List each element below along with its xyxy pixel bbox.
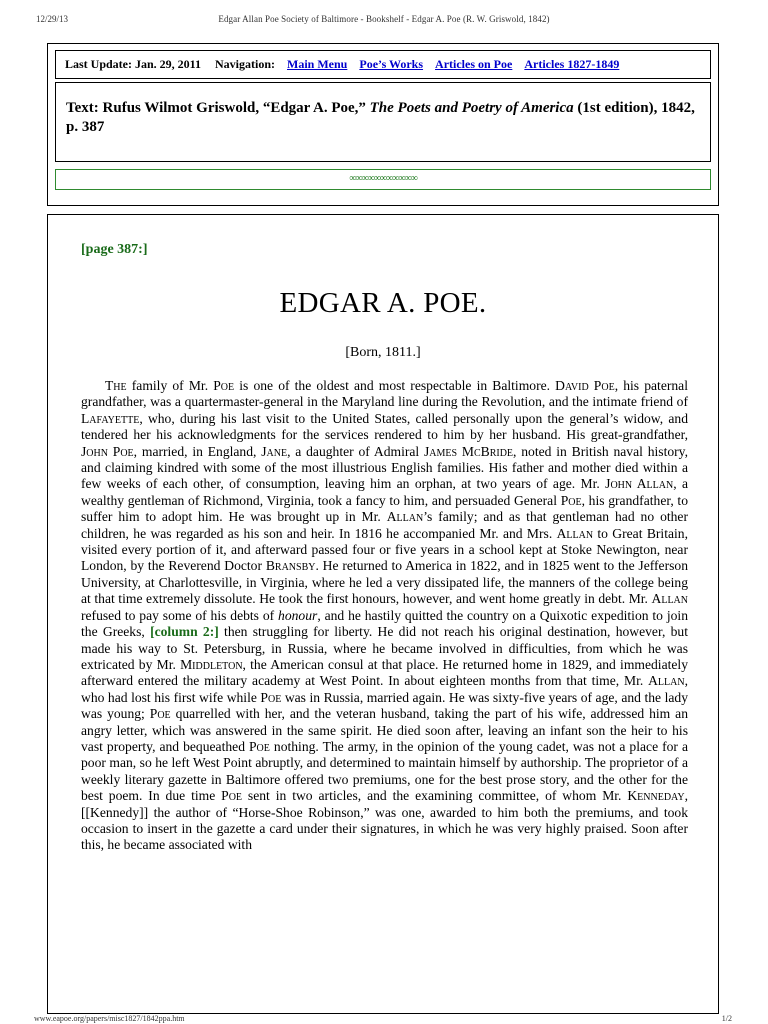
header-panel bbox=[47, 43, 719, 206]
print-url: www.eapoe.org/papers/misc1827/1842ppa.htm bbox=[34, 1014, 185, 1023]
text-source-info: Text: Rufus Wilmot Griswold, “Edgar A. Poe,” The Poets and Poetry of America (1st edition), 1842, p. 387 bbox=[55, 82, 711, 162]
article-title: EDGAR A. POE. bbox=[279, 287, 487, 319]
last-update: Last Update: Jan. 29, 2011 bbox=[65, 57, 202, 71]
born-line: [Born, 1811.] bbox=[345, 345, 421, 360]
nav-link-articles-on-poe[interactable]: Articles on Poe bbox=[435, 57, 513, 71]
navigation-label: Navigation: bbox=[215, 57, 276, 71]
print-page-number: 1/2 bbox=[721, 1014, 732, 1023]
print-title: Edgar Allan Poe Society of Baltimore - Bookshelf - Edgar A. Poe (R. W. Griswold, 1842) bbox=[218, 14, 550, 24]
nav-link-poes-works[interactable]: Poe’s Works bbox=[359, 57, 424, 71]
ornament: ∞∞∞∞∞∞∞∞∞∞∞ bbox=[349, 173, 417, 184]
article-content bbox=[47, 214, 719, 1014]
nav-link-main-menu[interactable]: Main Menu bbox=[287, 57, 348, 71]
page-marker: [page 387:] bbox=[81, 242, 148, 257]
print-date: 12/29/13 bbox=[36, 14, 69, 24]
work-title: The Poets and Poetry of America bbox=[369, 100, 574, 116]
nav-link-articles-1827-1849[interactable]: Articles 1827-1849 bbox=[524, 57, 620, 71]
column-marker: [column 2:] bbox=[150, 624, 219, 640]
print-header bbox=[0, 0, 768, 24]
ornament-divider bbox=[55, 169, 711, 190]
article-body: The family of Mr. Poe is one of the oldest and most respectable in Baltimore. David Poe, his paternal grandfather, was a quartermaster-general in the Maryland line during the Revolution, and the intimate friend of Lafayette, who, during his last visit to the United States, called personally upon the general’s widow, and tendered her his acknowledgments for the services rendered to him by her husband. His great-grandfather, John Poe, married, in England, Jane, a daughter of Admiral James McBride, noted in British naval history, and claiming kindred with some of the most illustrious English families. His father and mother died within a few weeks of each other, of consumption, leaving him an orphan, at two years of age. Mr. John Allan, a wealthy gentleman of Richmond, Virginia, took a fancy to him, and persuaded General Poe, his grandfather, to suffer him to adopt him. He was brought up in Mr. Allan’s family; and as that gentleman had no other children, he was regarded as his son and heir. In 1816 he accompanied Mr. and Mrs. Allan to Great Britain, visited every portion of it, and afterward passed four or five years in a school kept at Stoke Newington, near London, by the Reverend Doctor Bransby. He returned to America in 1822, and in 1825 went to the Jefferson University, at Charlottesville, in Virginia, where he led a very dissipated life, the manners of the college being at that time extremely dissolute. He took the first honours, however, and went home greatly in debt. Mr. Allan refused to pay some of his debts of honour, and he hastily quitted the country on a Quixotic expedition to join the Greeks, [column 2:] then struggling for liberty. He did not reach his original destination, however, but made his way to St. Petersburg, in Russia, where he became involved in difficulties, from which he was extricated by Mr. Middleton, the American consul at that place. He returned home in 1829, and immediately afterward entered the military academy at West Point. In about eighteen months from that time, Mr. Allan, who had lost his first wife while Poe was in Russia, married again. He was sixty-five years of age, and the lady was young; Poe quarrelled with her, and the veteran husband, taking the part of his wife, addressed him an angry letter, which was answered in the same spirit. He died soon after, leaving an infant son the heir to his vast property, and bequeathed Poe nothing. The army, in the opinion of the young cadet, was not a place for a poor man, so he left West Point abruptly, and determined to maintain himself by authorship. The proprietor of a weekly literary gazette in Baltimore offered two premiums, one for the best prose story, and the other for the best poem. In due time Poe sent in two articles, and the examining committee, of whom Mr. Kenneday, [[Kennedy]] the author of “Horse-Shoe Robinson,” was one, awarded to him both the premiums, and took occasion to insert in the gazette a card under their signatures, in which he was very highly praised. Soon after this, he became associated with bbox=[81, 378, 689, 853]
navigation-bar bbox=[55, 50, 711, 79]
